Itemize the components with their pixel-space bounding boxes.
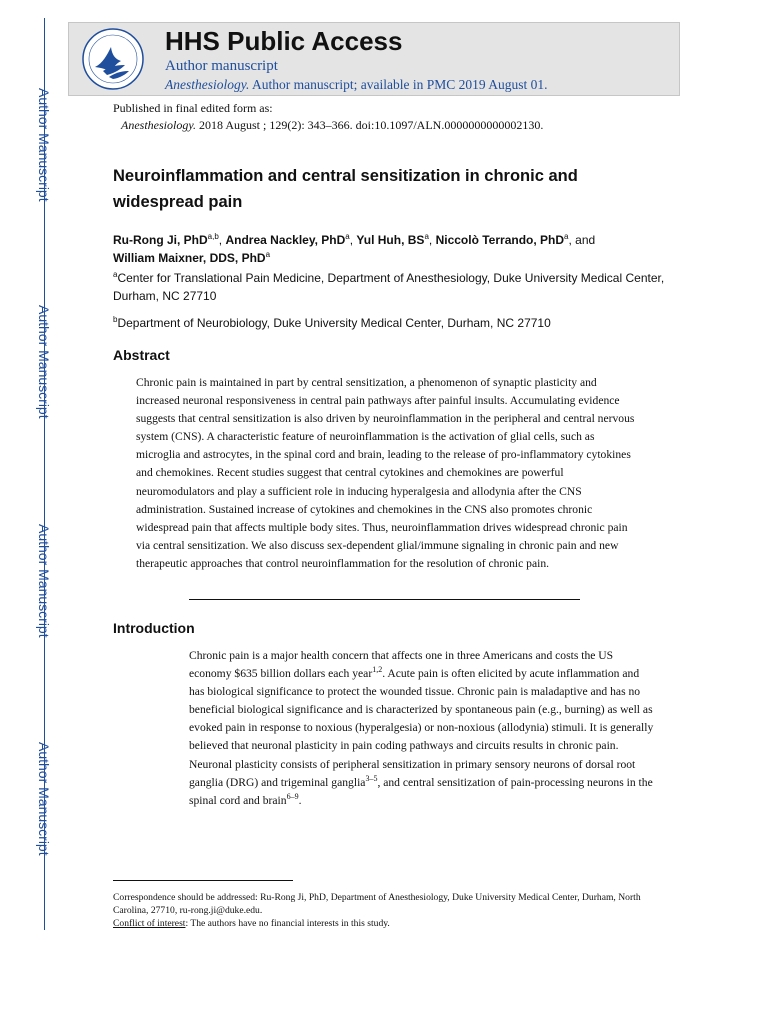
author: William Maixner, DDS, PhD <box>113 251 266 265</box>
availability-line <box>165 77 547 93</box>
author: Ru-Rong Ji, PhD <box>113 233 208 247</box>
hhs-title: HHS Public Access <box>165 26 403 56</box>
published-label: Published in final edited form as: <box>113 101 273 115</box>
conflict-of-interest-footnote <box>113 918 390 929</box>
author-affiliation-mark: a,b <box>207 232 219 241</box>
introduction-paragraph <box>189 647 654 810</box>
author-manuscript-label: Author manuscript <box>165 58 278 74</box>
abstract-heading: Abstract <box>113 347 170 363</box>
citation-ref: 6–9 <box>286 791 299 801</box>
published-citation <box>113 117 543 134</box>
author: Andrea Nackley, PhD <box>225 233 346 247</box>
affiliation-a <box>113 269 673 305</box>
intro-text: Chronic pain is a major health concern that affects one in three Americans and costs the US economy $635 billion dollars each year <box>189 649 614 681</box>
side-label-author-manuscript: Author Manuscript <box>36 524 52 638</box>
affiliation-text: Center for Translational Pain Medicine, Department of Anesthesiology, Duke University Medical Center, Durham, NC 27710 <box>113 271 665 303</box>
author-list <box>113 231 673 267</box>
author-separator: , and <box>568 233 596 247</box>
published-note <box>113 100 543 134</box>
published-journal: Anesthesiology. <box>121 118 196 132</box>
side-label-author-manuscript: Author Manuscript <box>36 88 52 202</box>
citation-ref: 1,2 <box>372 665 383 675</box>
author-affiliation-mark: a <box>345 232 350 241</box>
hhs-header <box>68 22 680 96</box>
abstract-text: Chronic pain is maintained in part by central sensitization, a phenomenon of synaptic plasticity and increased neuronal responsiveness in central pain pathways after painful insults. Accumulating evidence suggests that central sensitization is also driven by neuroinflammation in the peripheral and central nervous system (CNS). A characteristic feature of neuroinflammation is the activation of glial cells, such as microglia and astrocytes, in the spinal cord and brain, leading to the release of pro-inflammatory cytokines and chemokines. Recent studies suggest that central cytokines and chemokines are powerful neuromodulators and play a sufficient role in inducing hyperalgesia and allodynia after the CNS administration. Sustained increase of cytokines and chemokines in the CNS also promotes chronic widespread pain that affects multiple body sites. Thus, neuroinflammation drives widespread chronic pain via central sensitization. We also discuss sex-dependent glial/immune signaling in chronic pain and new therapeutic approaches that control neuroinflammation for the resolution of chronic pain. <box>136 376 635 570</box>
side-label-author-manuscript: Author Manuscript <box>36 742 52 856</box>
author-separator: , <box>218 233 226 247</box>
intro-text: . Acute pain is often elicited by acute inflammation and has biological significance to protect the wounded tissue. Chronic pain is maladaptive and has no beneficial biological significance and is characterized by spontaneous pain (e.g., burning) as well as evoked pain in response to noxious (hyperalgesia) or non-noxious (allodynia) stimuli. It is generally believed that neuronal plasticity in pain coding pathways and circuits results in chronic pain. Neuronal plasticity consists of peripheral sensitization in primary sensory neurons of dorsal root ganglia (DRG) and trigeminal ganglia <box>189 667 654 789</box>
author: Niccolò Terrando, PhD <box>435 233 565 247</box>
published-citation-text: 2018 August ; 129(2): 343–366. doi:10.1097/ALN.0000000000002130. <box>196 118 544 132</box>
journal-name: Anesthesiology. <box>165 77 250 92</box>
availability-text: Author manuscript; available in PMC 2019 August 01. <box>249 77 548 92</box>
hhs-eagle-seal-logo <box>81 27 145 91</box>
author: Yul Huh, BS <box>356 233 425 247</box>
article-title: Neuroinflammation and central sensitization in chronic and widespread pain <box>113 167 578 211</box>
author-affiliation-mark: a <box>564 232 569 241</box>
coi-text: : The authors have no financial interests in this study. <box>185 918 390 929</box>
author-affiliation-mark: a <box>424 232 429 241</box>
author-affiliation-mark: a <box>265 250 271 259</box>
affiliation-text: Department of Neurobiology, Duke University Medical Center, Durham, NC 27710 <box>117 316 551 330</box>
introduction-heading: Introduction <box>113 620 195 636</box>
coi-label: Conflict of interest <box>113 918 186 929</box>
intro-text: , and central sensitization of pain-processing neurons in the spinal cord and brain <box>189 775 653 807</box>
footnote-divider <box>113 880 293 881</box>
affiliation-mark: a <box>113 270 118 279</box>
author-separator: , <box>428 233 436 247</box>
intro-text: . <box>298 793 302 807</box>
citation-ref: 3–5 <box>365 773 378 783</box>
affiliation-b <box>113 314 673 332</box>
side-label-author-manuscript: Author Manuscript <box>36 305 52 419</box>
author-separator: , <box>349 233 357 247</box>
correspondence-footnote: Correspondence should be addressed: Ru-Rong Ji, PhD, Department of Anesthesiology, Duke University Medical Center, Durham, North Carolina, 27710, ru-rong.ji@duke.edu. <box>113 892 641 916</box>
abstract-divider <box>189 599 580 600</box>
affiliation-mark: b <box>113 315 118 324</box>
